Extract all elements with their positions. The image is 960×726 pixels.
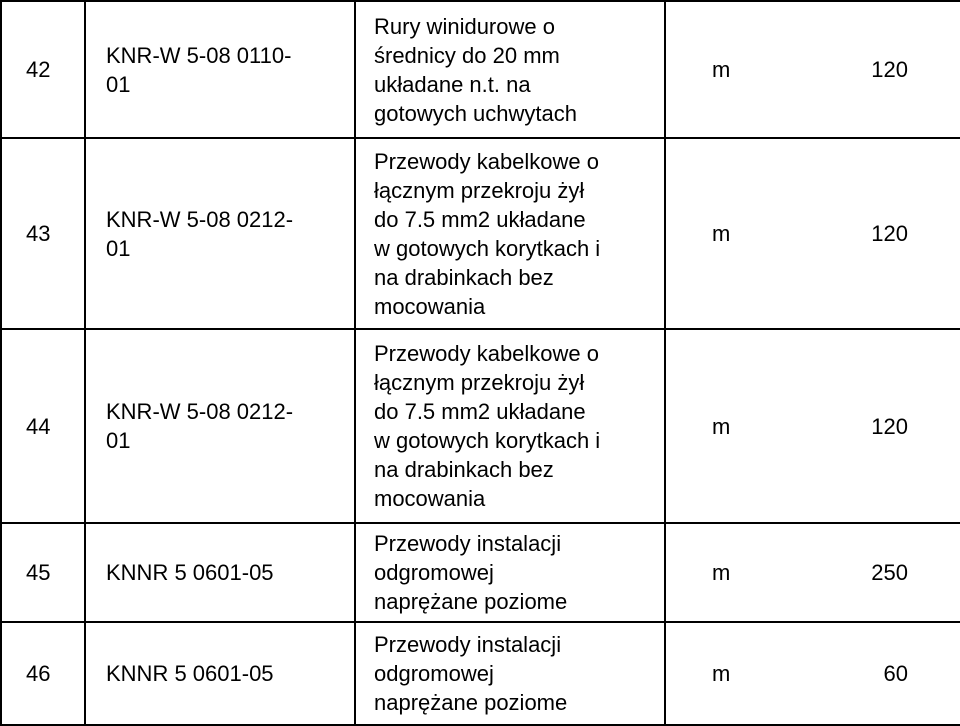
description-line: w gotowych korytkach i [374, 235, 601, 261]
table-row [1, 329, 960, 523]
unit-label: m [712, 221, 731, 246]
unit-quantity-cell [665, 622, 960, 725]
norm-code [85, 523, 355, 622]
row-number: 45 [1, 523, 85, 622]
table-row [1, 622, 960, 725]
unit-label: m [712, 57, 731, 82]
description-line: do 7.5 mm2 układane [374, 399, 586, 424]
description-line: odgromowej [374, 560, 494, 585]
unit-quantity-cell [665, 523, 960, 622]
unit-quantity-cell [665, 329, 960, 523]
table-row [1, 138, 960, 329]
description-line: układane n.t. na [374, 71, 531, 97]
norm-code-line: KNNR 5 0601-05 [106, 560, 274, 585]
description-line: Rury winidurowe o [374, 13, 555, 39]
unit-label: m [712, 413, 731, 439]
table-row [1, 1, 960, 138]
row-number: 43 [1, 138, 85, 329]
row-number: 46 [1, 622, 85, 725]
description-line: gotowych uchwytach [374, 100, 577, 126]
unit-quantity-cell [665, 138, 960, 329]
norm-code-line: KNR-W 5-08 0212- [106, 206, 294, 232]
item-description [355, 523, 665, 622]
description-line: Przewody kabelkowe o [374, 341, 600, 366]
norm-code [85, 1, 355, 138]
norm-code-line: 01 [106, 428, 131, 453]
norm-code-line: KNR-W 5-08 0212- [106, 399, 294, 424]
description-line: łącznym przekroju żył [374, 370, 585, 395]
quantity-value: 120 [871, 57, 908, 82]
description-line: na drabinkach bez [374, 457, 554, 482]
item-description [355, 138, 665, 329]
description-line: Przewody instalacji [374, 632, 562, 657]
norm-code-line: KNNR 5 0601-05 [106, 661, 274, 686]
table-row [1, 523, 960, 622]
description-line: mocowania [374, 293, 486, 319]
description-line: na drabinkach bez [374, 264, 554, 290]
item-description [355, 1, 665, 138]
description-line: Przewody kabelkowe o [374, 148, 600, 174]
description-line: w gotowych korytkach i [374, 428, 601, 453]
unit-label: m [712, 560, 731, 585]
description-line: odgromowej [374, 661, 494, 686]
description-line: mocowania [374, 486, 486, 511]
description-line: naprężane poziome [374, 589, 568, 614]
norm-code [85, 622, 355, 725]
item-description [355, 622, 665, 725]
description-line: łącznym przekroju żył [374, 177, 585, 203]
row-number: 44 [1, 329, 85, 523]
quantity-value: 120 [871, 221, 908, 246]
norm-code [85, 138, 355, 329]
quantity-value: 250 [871, 560, 908, 585]
norm-code-line: 01 [106, 235, 131, 261]
item-description [355, 329, 665, 523]
description-line: średnicy do 20 mm [374, 42, 560, 68]
unit-label: m [712, 661, 731, 686]
quantity-value: 120 [871, 413, 908, 439]
description-line: Przewody instalacji [374, 531, 562, 556]
unit-quantity-cell [665, 1, 960, 138]
description-line: naprężane poziome [374, 690, 568, 715]
quantity-value: 60 [883, 661, 908, 686]
norm-code [85, 329, 355, 523]
row-number: 42 [1, 1, 85, 138]
norm-code-line: 01 [106, 71, 131, 97]
description-line: do 7.5 mm2 układane [374, 206, 586, 232]
norm-code-line: KNR-W 5-08 0110- [106, 42, 292, 68]
